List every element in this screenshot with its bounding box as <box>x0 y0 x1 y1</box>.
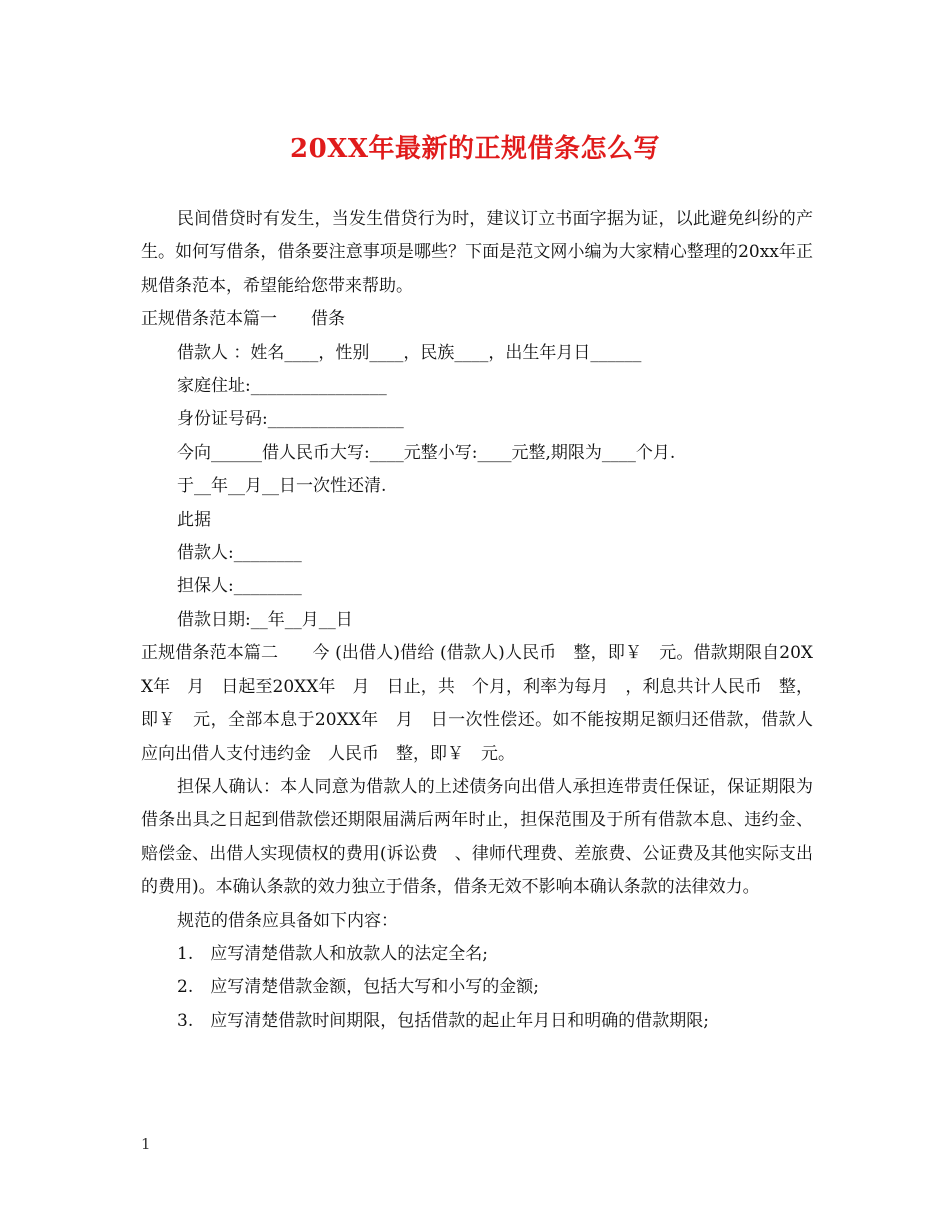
requirement-item: 3. 应写清楚借款时间期限，包括借款的起止年月日和明确的借款期限; <box>177 1010 709 1031</box>
sample1-proof: 此据 <box>177 509 211 530</box>
sample1-heading: 正规借条范本篇一 借条 <box>141 309 345 330</box>
document-body <box>141 203 813 1038</box>
sample1-date: 借款日期:__年__月__日 <box>177 609 353 630</box>
sample1-guarantor-sign: 担保人:________ <box>177 576 302 597</box>
sample1-repay: 于__年__月__日一次性还清. <box>177 476 387 497</box>
sample1-id-number: 身份证号码:________________ <box>177 409 404 430</box>
document-title: 20XX年最新的正规借条怎么写 <box>289 134 661 164</box>
guarantor-confirm-paragraph: 担保人确认：本人同意为借款人的上述债务向出借人承担连带责任保证，保证期限为借条出具之日起到借款偿还期限届满后两年时止，担保范围及于所有借款本息、违约金、赔偿金、出借人实现债权的费用(诉讼费 、律师代理费、差旅费、公证费及其他实际支出的费用)。本确认条款的效力独立于借条，借条无效不影响本确认条款的法律效力。 <box>141 776 813 898</box>
requirements-intro: 规范的借条应具备如下内容： <box>177 910 398 931</box>
page-number: 1 <box>141 1135 151 1153</box>
requirement-item: 1. 应写清楚借款人和放款人的法定全名; <box>177 943 488 964</box>
sample1-address: 家庭住址:________________ <box>177 376 387 397</box>
requirement-item: 2. 应写清楚借款金额，包括大写和小写的金额; <box>177 977 539 998</box>
sample1-loan-terms: 今向______借人民币大写:____元整小写:____元整,期限为____个月. <box>177 442 676 463</box>
intro-paragraph: 民间借贷时有发生，当发生借贷行为时，建议订立书面字据为证，以此避免纠纷的产生。如何写借条，借条要注意事项是哪些？下面是范文网小编为大家精心整理的20xx年正规借条范本，希望能给您带来帮助。 <box>141 209 813 296</box>
sample2-paragraph: 正规借条范本篇二 今 (出借人)借给 (借款人)人民币 整，即￥ 元。借款期限自20XX年 月 日起至20XX年 月 日止，共 个月，利率为每月 ，利息共计人民币 整，即￥ 元，全部本息于20XX年 月 日一次性偿还。如不能按期足额归还借款，借款人应向出借人支付违约金 人民币 整，即￥ 元。 <box>141 643 813 764</box>
sample1-borrower-info: 借款人 ：姓名____，性别____，民族____，出生年月日______ <box>177 342 642 363</box>
sample1-borrower-sign: 借款人:________ <box>177 543 302 564</box>
